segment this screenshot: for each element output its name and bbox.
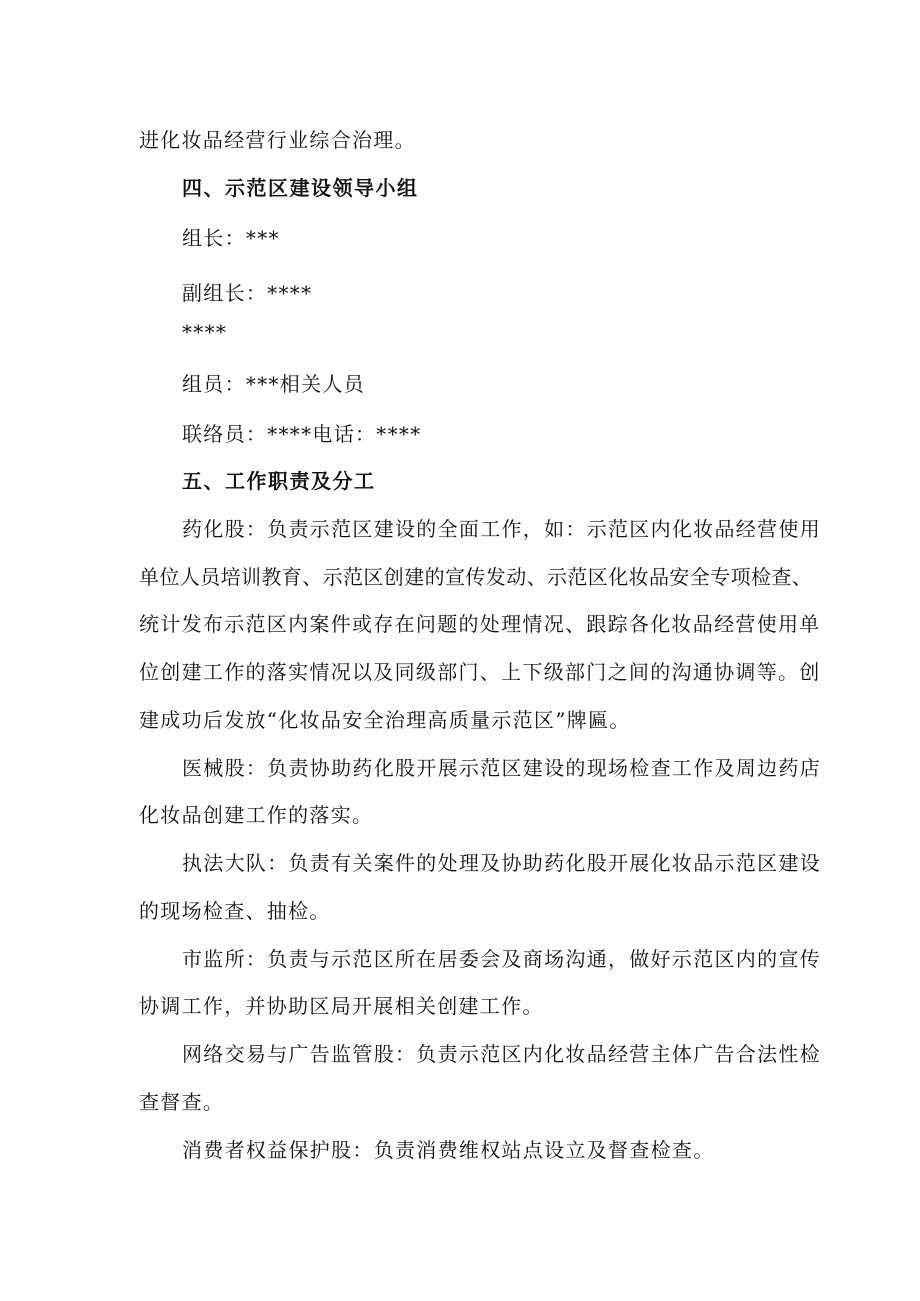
duty-enforcement-line-1: 执法大队：负责有关案件的处理及协助药化股开展化妆品示范区建设 <box>182 851 821 875</box>
members-line: 组员：***相关人员 <box>182 372 365 396</box>
group-leader-line: 组长：*** <box>182 226 280 250</box>
duty-online-ads-line-2: 查督查。 <box>139 1090 225 1114</box>
duty-pharma-line-2: 单位人员培训教育、示范区创建的宣传发动、示范区化妆品安全专项检查、 <box>139 565 813 589</box>
duty-pharma-line-5: 建成功后发放“化妆品安全治理高质量示范区”牌匾。 <box>139 708 631 732</box>
liaison-line: 联络员：****电话：**** <box>182 422 422 446</box>
duty-pharma-line-4: 位创建工作的落实情况以及同级部门、上下级部门之间的沟通协调等。创 <box>139 660 821 684</box>
duty-enforcement-line-2: 的现场检查、抽检。 <box>139 899 331 923</box>
deputy-leader-line: 副组长：**** <box>182 281 313 305</box>
duty-pharma-line-1: 药化股：负责示范区建设的全面工作，如：示范区内化妆品经营使用 <box>182 517 821 541</box>
duty-device-line-2: 化妆品创建工作的落实。 <box>139 803 374 827</box>
duty-pharma-line-3: 统计发布示范区内案件或存在问题的处理情况、跟踪各化妆品经营使用单 <box>139 612 821 636</box>
duty-market-office-line-1: 市监所：负责与示范区所在居委会及商场沟通，做好示范区内的宣传 <box>182 947 821 971</box>
duty-consumer-rights-line: 消费者权益保护股：负责消费维权站点设立及督查检查。 <box>182 1138 715 1162</box>
duty-market-office-line-2: 协调工作，并协助区局开展相关创建工作。 <box>139 994 544 1018</box>
duty-device-line-1: 医械股：负责协助药化股开展示范区建设的现场检查工作及周边药店 <box>182 756 821 780</box>
duty-online-ads-line-1: 网络交易与广告监管股：负责示范区内化妆品经营主体广告合法性检 <box>182 1042 821 1066</box>
section-heading-duties: 五、工作职责及分工 <box>182 469 376 493</box>
section-heading-leadership-group: 四、示范区建设领导小组 <box>182 176 419 200</box>
paragraph-continuation: 进化妆品经营行业综合治理。 <box>139 128 416 152</box>
deputy-leader-line-2: **** <box>182 320 228 344</box>
